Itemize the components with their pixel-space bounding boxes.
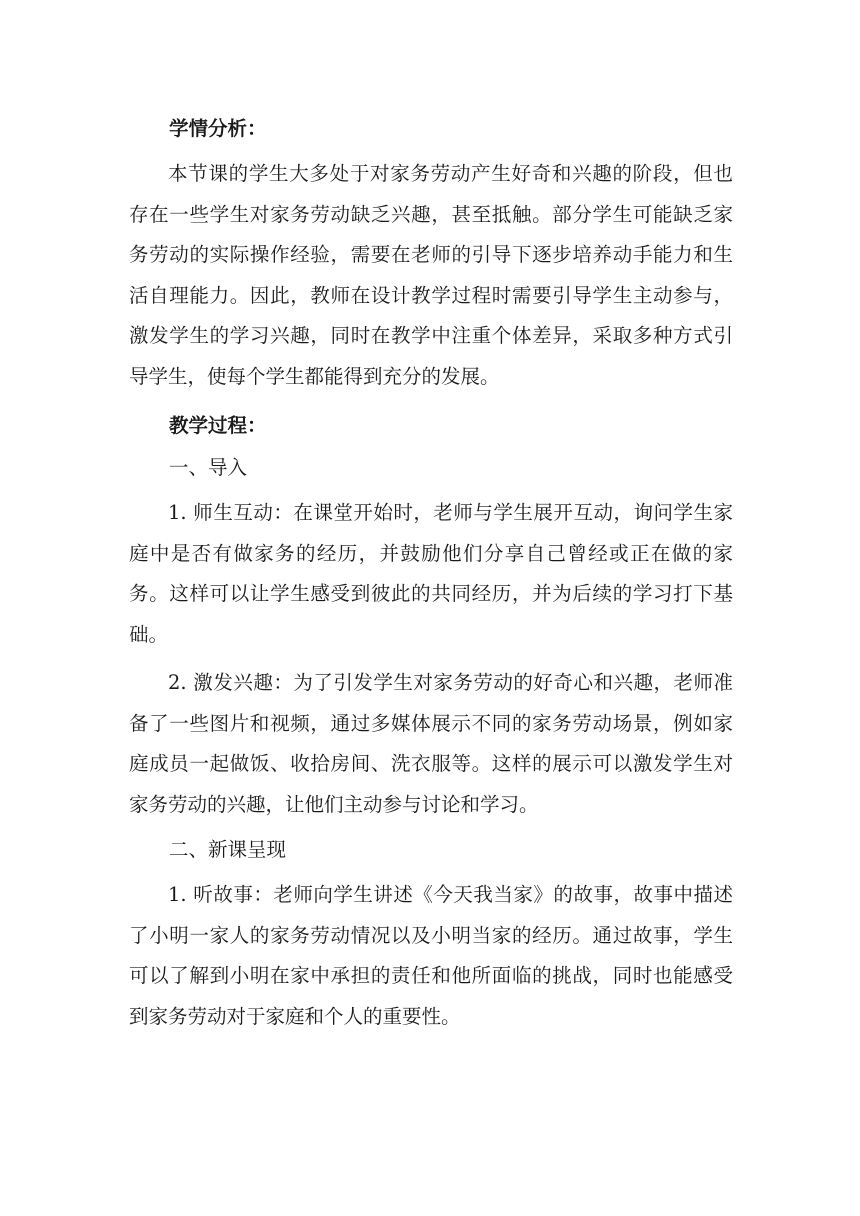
document-body [129, 112, 733, 1037]
paragraph-story: 1. 听故事：老师向学生讲述《今天我当家》的故事，故事中描述了小明一家人的家务劳动情况以及小明当家的经历。通过故事，学生可以了解到小明在家中承担的责任和他所面临的挑战，同时也能感受到家务劳动对于家庭和个人的重要性。 [129, 883, 733, 1028]
heading-learning-analysis: 学情分析： [169, 117, 267, 140]
spacer [129, 485, 733, 493]
paragraph-learning-analysis: 本节课的学生大多处于对家务劳动产生好奇和兴趣的阶段，但也存在一些学生对家务劳动缺乏兴趣，甚至抵触。部分学生可能缺乏家务劳动的实际操作经验，需要在老师的引导下逐步培养动手能力和生活自理能力。因此，教师在设计教学过程时需要引导学生主动参与，激发学生的学习兴趣，同时在教学中注重个体差异，采取多种方式引导学生，使每个学生都能得到充分的发展。 [129, 162, 733, 388]
spacer [129, 443, 733, 451]
paragraph-stimulate-interest: 2. 激发兴趣：为了引发学生对家务劳动的好奇心和兴趣，老师准备了一些图片和视频，通过多媒体展示不同的家务劳动场景，例如家庭成员一起做饭、收拾房间、洗衣服等。这样的展示可以激发学生对家务劳动的兴趣，让他们主动参与讨论和学习。 [129, 671, 733, 816]
subheading-new-lesson: 二、新课呈现 [169, 838, 287, 861]
paragraph-interaction: 1. 师生互动：在课堂开始时，老师与学生展开互动，询问学生家庭中是否有做家务的经历，并鼓励他们分享自己曾经或正在做的家务。这样可以让学生感受到彼此的共同经历，并为后续的学习打下基础。 [129, 501, 733, 646]
spacer [129, 867, 733, 875]
spacer [129, 655, 733, 663]
spacer [129, 146, 733, 154]
spacer [129, 397, 733, 409]
subheading-introduction: 一、导入 [169, 456, 248, 479]
heading-teaching-process: 教学过程： [169, 414, 267, 437]
spacer [129, 825, 733, 833]
